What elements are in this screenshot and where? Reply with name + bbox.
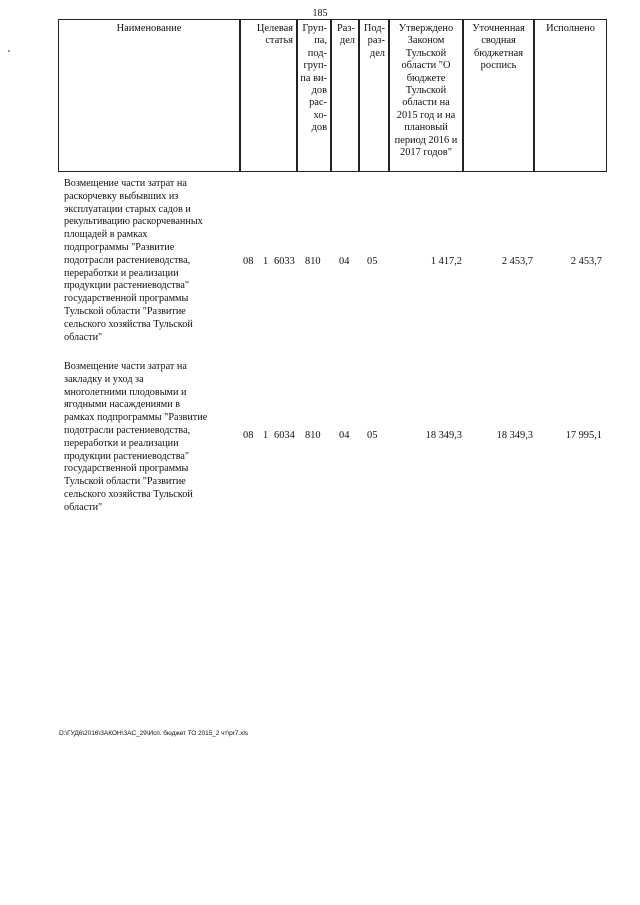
header-cell-executed [534, 19, 607, 172]
row-name: Возмещение части затрат на закладку и уход за многолетними плодовыми и ягодными насаждениями в рамках подпрограммы "Развитие подотрасли растениеводства, переработки и реализации продукции растениеводства" государственной программы Тульской области "Развитие сельского хозяйства Тульской области" [64, 361, 208, 513]
code-part-b: 1 [263, 256, 269, 267]
header-cell-name [58, 19, 240, 172]
page-number: 185 [312, 8, 328, 19]
header-cell-approved [389, 19, 463, 172]
code-part-a: 08 [243, 256, 254, 267]
executed-amount: 17 995,1 [565, 430, 602, 441]
section-code: 04 [339, 430, 350, 441]
refined-amount: 2 453,7 [501, 256, 533, 267]
header-cell-target [240, 19, 297, 172]
code-part-c: 6034 [274, 430, 295, 441]
code-part-b: 1 [263, 430, 269, 441]
header-group-label: Груп- па, под- груп- па ви- дов рас- хо- дов [300, 23, 327, 134]
approved-amount: 18 349,3 [425, 430, 462, 441]
subsection-code: 05 [367, 430, 378, 441]
group-code: 810 [305, 256, 321, 267]
header-cell-section [331, 19, 359, 172]
group-code: 810 [305, 430, 321, 441]
code-part-a: 08 [243, 430, 254, 441]
header-target-label: Целевая статья [256, 23, 293, 47]
header-refined-label: Уточненная сводная бюджетная роспись [472, 23, 525, 72]
footer-file-path: D:\ГУД6\2016\ЗАКОН\ЗАС_29\Исп. бюджет ТО 2015_2 чт\pr7.xls [59, 730, 248, 737]
section-code: 04 [339, 256, 350, 267]
header-name-label: Наименование [116, 23, 182, 34]
header-cell-group [297, 19, 331, 172]
scan-speck [8, 50, 10, 52]
refined-amount: 18 349,3 [496, 430, 533, 441]
table-row [0, 361, 640, 531]
table-row [0, 178, 640, 348]
header-cell-refined [463, 19, 534, 172]
approved-amount: 1 417,2 [430, 256, 462, 267]
subsection-code: 05 [367, 256, 378, 267]
executed-amount: 2 453,7 [570, 256, 602, 267]
header-cell-subsection [359, 19, 389, 172]
header-approved-label: Утверждено Законом Тульской области "О бюджете Тульской области на 2015 год и на плановый период 2016 и 2017 годов" [394, 23, 458, 159]
header-section-label: Раз- дел [337, 23, 355, 47]
header-executed-label: Исполнено [546, 23, 595, 34]
code-part-c: 6033 [274, 256, 295, 267]
header-subsection-label: Под- раз- дел [363, 23, 385, 59]
row-name: Возмещение части затрат на раскорчевку выбывших из эксплуатации старых садов и рекультивацию раскорчеванных площадей в рамках подпрограммы "Развитие подотрасли растениеводства, переработки и реализации продукции растениеводства" государственной программы Тульской области "Развитие сельского хозяйства Тульской области" [64, 178, 203, 343]
